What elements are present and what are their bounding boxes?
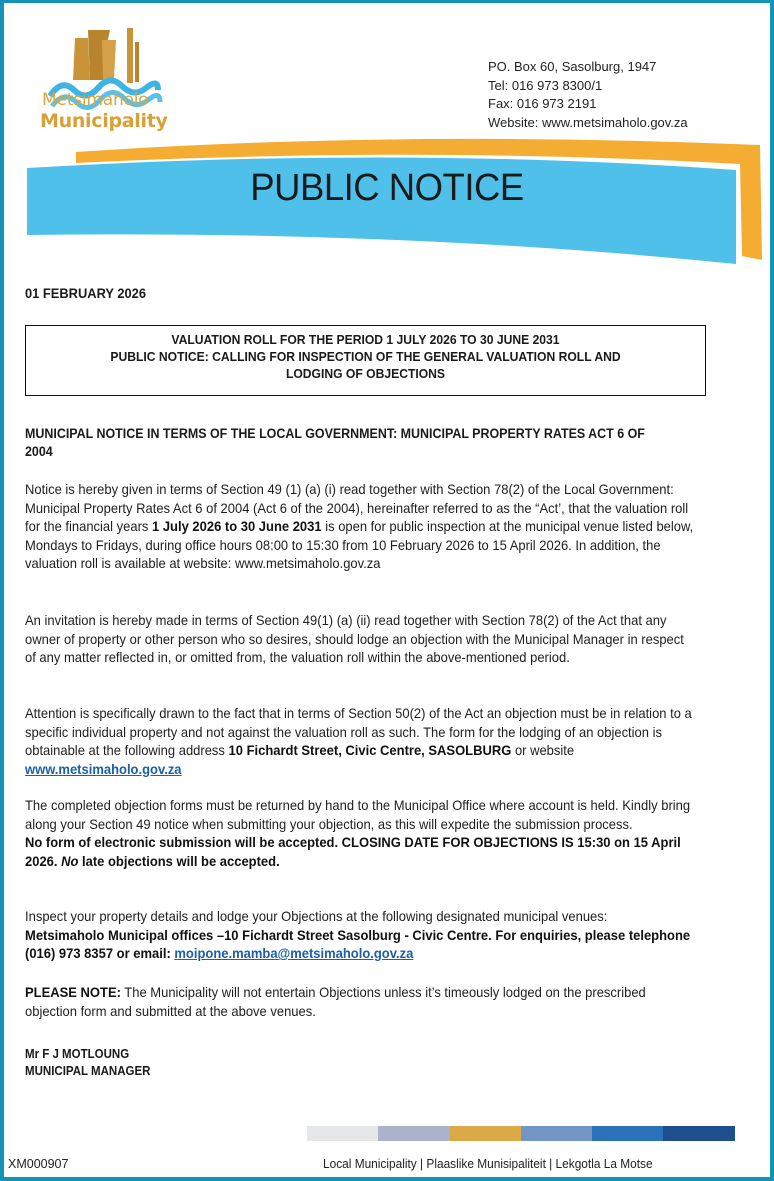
please-note-text: The Municipality will not entertain Objections unless it’s timeously lodged on the prescribed objection form and submitted at the above venues. [25,985,646,1019]
title-line-1: VALUATION ROLL FOR THE PERIOD 1 JULY 2026 TO 30 JUNE 2031 [171,332,560,347]
paragraph-submission [25,797,694,871]
p4-closing-bold [25,835,681,869]
website: Website: www.metsimaholo.gov.za [488,114,688,130]
telephone: Tel: 016 973 8300/1 [488,77,603,93]
color-swatch-2 [378,1126,449,1141]
postal-address: PO. Box 60, Sasolburg, 1947 [488,59,657,74]
signatory-title: MUNICIPAL MANAGER [25,1064,151,1078]
p3-text-a: Attention is specifically drawn to the fact that in terms of Section 50(2) of the Act an objection must be in relation to a specific individual property and not against the valuation roll as such. The form for the lodging of an objection is obtainable at the following address [25,706,692,758]
p1-period-bold: 1 July 2026 to 30 June 2031 [152,519,322,534]
p5-venue-bold: Metsimaholo Municipal offices –10 Fichardt Street Sasolburg - Civic Centre. For enquiries, please telephone (016) 973 8357 or email: [25,927,691,961]
paragraph-please-note [25,984,694,1021]
footer-tagline: Local Municipality | Plaaslike Munisipaliteit | Lekgotla La Motse [323,1157,653,1171]
notice-heading: MUNICIPAL NOTICE IN TERMS OF THE LOCAL GOVERNMENT: MUNICIPAL PROPERTY RATES ACT 6 OF 2004 [25,426,645,459]
color-swatch-6 [663,1126,734,1141]
p3-text-c: or website [511,743,575,758]
notice-date: 01 FEBRUARY 2026 [25,285,146,301]
title-line-2: PUBLIC NOTICE: CALLING FOR INSPECTION OF THE GENERAL VALUATION ROLL AND [110,349,621,364]
footer-color-bar [307,1126,735,1141]
color-swatch-3 [450,1126,521,1141]
p5-text-a: Inspect your property details and lodge your Objections at the following designated municipal venues: [25,909,608,924]
fax: Fax: 016 973 2191 [488,96,597,111]
signatory-name: Mr F J MOTLOUNG [25,1047,130,1061]
email-link[interactable]: moipone.mamba@metsimaholo.gov.za [174,946,414,961]
reference-code: XM000907 [8,1157,69,1171]
website-link[interactable]: www.metsimaholo.gov.za [25,761,182,777]
please-note-label: PLEASE NOTE: [25,985,121,1000]
banner-title: PUBLIC NOTICE [250,167,524,209]
p4-closing-text: No form of electronic submission will be accepted. CLOSING DATE FOR OBJECTIONS IS 15:30 on 15 April 2026. [25,835,681,869]
p1-text-c: is open for public inspection at the municipal venue listed below, Mondays to Fridays, during office hours 08:00 to 15:30 from 10 February 2026 to 15 April 2026. In addition, the valuation roll is available at website: www.metsimaholo.gov.za [25,519,694,571]
cooling-towers-icon [73,28,139,83]
signature-block [25,1046,150,1080]
color-swatch-5 [592,1126,663,1141]
paragraph-inspection [25,481,694,574]
notice-title-box [25,325,706,396]
p4-no-italic: No [61,853,79,869]
logo-text-municipality: Municipality [40,110,168,132]
paragraph-venues [25,908,694,964]
paragraph-invitation: An invitation is hereby made in terms of Section 49(1) (a) (ii) read together with Section 78(2) of the Act that any owner of property or other person who so desires, should lodge an objection with the Municipal Manager in respect of any matter reflected in, or omitted from, the valuation roll within the above-mentioned period. [25,613,684,665]
p3-address-bold: 10 Fichardt Street, Civic Centre, SASOLBURG [228,743,512,758]
p4-text-a: The completed objection forms must be returned by hand to the Municipal Office where account is held. Kindly bring along your Section 49 notice when submitting your objection, as this will expedite the submission process. [25,798,691,832]
color-swatch-4 [521,1126,592,1141]
contact-block [488,58,688,132]
color-swatch-1 [307,1126,378,1141]
p4-closing-end: late objections will be accepted. [78,853,280,869]
logo-text-metsimaholo: Metsimaholo [42,90,149,110]
p1-text-a: Notice is hereby given in terms of Section 49 (1) (a) (i) read together with Section 78(2) of the Local Government: Municipal Property Rates Act 6 of 2004 (Act 6 of the 2004), hereinafter referred to as the “Act’, that the valuation roll for the financial years [25,482,689,534]
title-line-3: LODGING OF OBJECTIONS [285,366,446,381]
paragraph-attention [25,705,694,779]
